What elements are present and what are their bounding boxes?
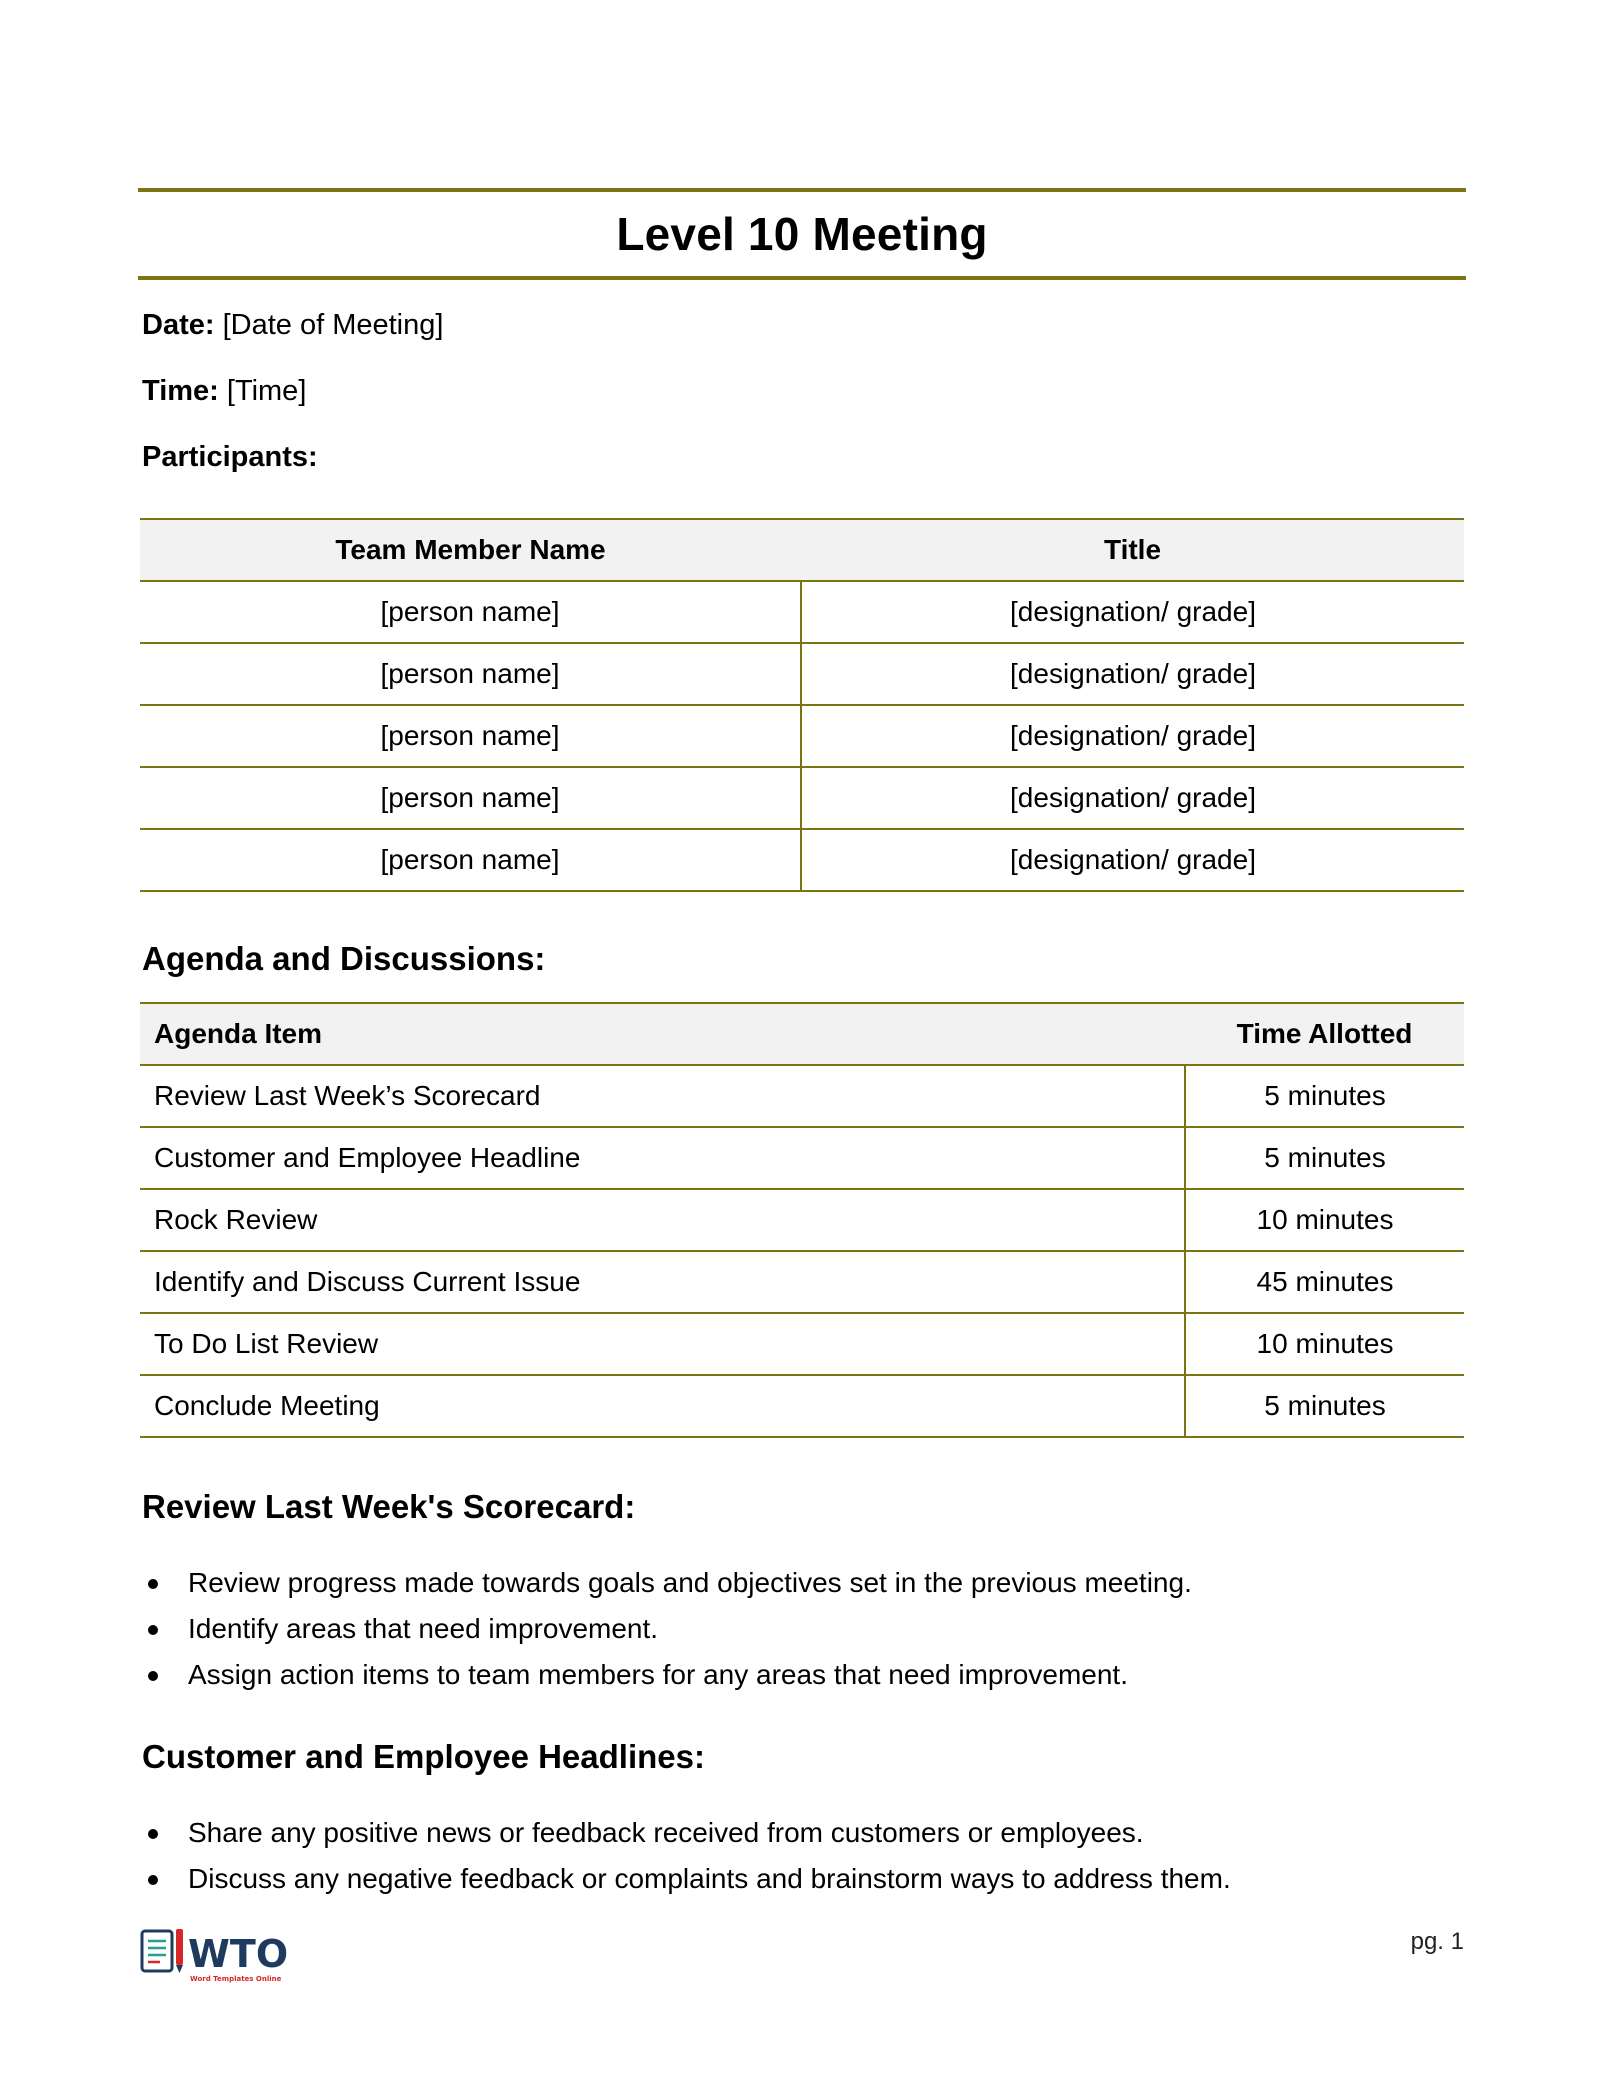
table-row: [140, 581, 1464, 643]
meeting-meta: [142, 292, 1466, 490]
list-item: Identify areas that need improvement.: [138, 1606, 1466, 1652]
participants-table: [140, 518, 1464, 892]
agenda-header-row: [140, 1003, 1464, 1065]
agenda-item: To Do List Review: [140, 1313, 1185, 1375]
participant-name: [person name]: [140, 705, 801, 767]
document-icon: [142, 1931, 172, 1971]
date-line: [142, 292, 1466, 358]
agenda-item: Review Last Week’s Scorecard: [140, 1065, 1185, 1127]
pen-icon: [176, 1929, 183, 1973]
headlines-list: [138, 1810, 1466, 1902]
participant-title: [designation/ grade]: [801, 643, 1464, 705]
table-row: [140, 829, 1464, 891]
participant-title: [designation/ grade]: [801, 581, 1464, 643]
agenda-time: 10 minutes: [1185, 1189, 1464, 1251]
table-row: [140, 767, 1464, 829]
participant-name: [person name]: [140, 643, 801, 705]
header-title: Title: [801, 519, 1464, 581]
table-row: [140, 1313, 1464, 1375]
agenda-time: 45 minutes: [1185, 1251, 1464, 1313]
header-agenda-item: Agenda Item: [140, 1003, 1185, 1065]
headlines-heading: Customer and Employee Headlines:: [142, 1738, 705, 1775]
table-row: [140, 643, 1464, 705]
page-number: pg. 1: [1410, 1928, 1464, 1955]
document-title: Level 10 Meeting: [616, 208, 988, 260]
logo-text: WTO: [188, 1932, 289, 1976]
agenda-time: 5 minutes: [1185, 1375, 1464, 1437]
logo-subtext: Word Templates Online: [190, 1975, 282, 1983]
table-row: [140, 1189, 1464, 1251]
agenda-time: 10 minutes: [1185, 1313, 1464, 1375]
table-row: [140, 1065, 1464, 1127]
list-item: Review progress made towards goals and objectives set in the previous meeting.: [138, 1560, 1466, 1606]
time-value: [Time]: [226, 375, 307, 407]
participant-name: [person name]: [140, 767, 801, 829]
header-team-member-name: Team Member Name: [140, 519, 801, 581]
header-time-allotted: Time Allotted: [1185, 1003, 1464, 1065]
agenda-table: [140, 1002, 1464, 1438]
participant-title: [designation/ grade]: [801, 705, 1464, 767]
agenda-time: 5 minutes: [1185, 1127, 1464, 1189]
participant-name: [person name]: [140, 829, 801, 891]
participant-title: [designation/ grade]: [801, 829, 1464, 891]
list-item: Share any positive news or feedback received from customers or employees.: [138, 1810, 1466, 1856]
agenda-item: Customer and Employee Headline: [140, 1127, 1185, 1189]
date-label: Date:: [142, 309, 215, 341]
participants-header-row: [140, 519, 1464, 581]
agenda-item: Identify and Discuss Current Issue: [140, 1251, 1185, 1313]
participant-name: [person name]: [140, 581, 801, 643]
table-row: [140, 1127, 1464, 1189]
title-block: [138, 188, 1466, 280]
time-label: Time:: [142, 375, 219, 407]
wto-logo: [140, 1925, 320, 1985]
agenda-time: 5 minutes: [1185, 1065, 1464, 1127]
agenda-item: Rock Review: [140, 1189, 1185, 1251]
date-value: [Date of Meeting]: [222, 309, 444, 341]
scorecard-list: [138, 1560, 1466, 1698]
list-item: Discuss any negative feedback or complaints and brainstorm ways to address them.: [138, 1856, 1466, 1902]
agenda-heading: Agenda and Discussions:: [142, 940, 546, 977]
participant-title: [designation/ grade]: [801, 767, 1464, 829]
scorecard-heading: Review Last Week's Scorecard:: [142, 1488, 636, 1525]
agenda-item: Conclude Meeting: [140, 1375, 1185, 1437]
table-row: [140, 1251, 1464, 1313]
list-item: Assign action items to team members for any areas that need improvement.: [138, 1652, 1466, 1698]
table-row: [140, 1375, 1464, 1437]
table-row: [140, 705, 1464, 767]
document-page: [138, 188, 1466, 1902]
participants-label: Participants:: [142, 441, 318, 473]
participants-line: [142, 424, 1466, 490]
time-line: [142, 358, 1466, 424]
